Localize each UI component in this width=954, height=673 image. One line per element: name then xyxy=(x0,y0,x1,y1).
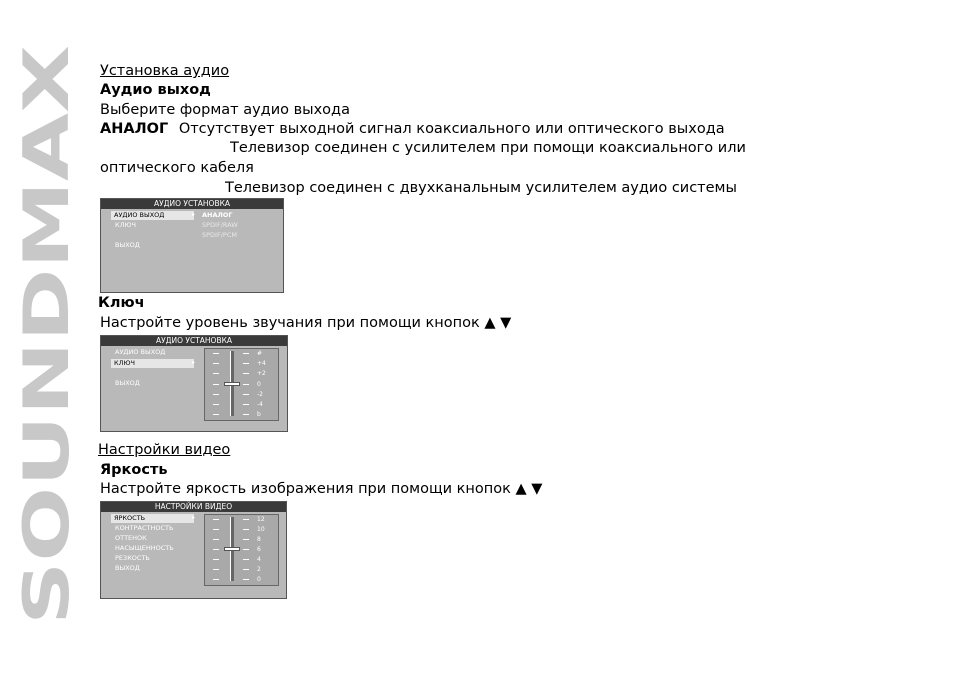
osd-video-menu xyxy=(100,501,287,599)
slider-knob[interactable] xyxy=(224,382,240,386)
brightness-slider[interactable] xyxy=(204,514,279,586)
slider-tick xyxy=(243,353,249,354)
slider-tick xyxy=(243,549,249,550)
slider-tick xyxy=(243,414,249,415)
slider-tick xyxy=(243,363,249,364)
slider-tick xyxy=(213,384,219,385)
osd-item-exit[interactable]: ВЫХОД xyxy=(115,564,140,572)
osd-item-contrast[interactable]: КОНТРАСТНОСТЬ xyxy=(115,524,174,532)
text-tv-coax: Телевизор соединен с усилителем при помощи коаксиального или xyxy=(230,140,746,156)
heading-audio-out: Аудио выход xyxy=(100,82,211,98)
slider-tick xyxy=(243,529,249,530)
slider-tick xyxy=(213,353,219,354)
analog-label: АНАЛОГ xyxy=(100,121,169,137)
osd-item-key[interactable]: КЛЮЧ xyxy=(115,221,136,229)
slider-scale-label: 10 xyxy=(257,526,265,533)
logo-text: SOUNDMAX xyxy=(10,216,83,625)
osd-title: НАСТРОЙКИ ВИДЕО xyxy=(101,502,286,512)
osd-item-audio-out[interactable]: АУДИО ВЫХОД xyxy=(111,211,194,220)
slider-scale-label: 6 xyxy=(257,546,261,553)
text-key-desc: Настройте уровень звучания при помощи кнопок ▲ ▼ xyxy=(100,315,512,331)
slider-tick xyxy=(213,559,219,560)
osd-item-exit[interactable]: ВЫХОД xyxy=(115,241,140,249)
osd-option-spdif-raw[interactable]: SPDIF/RAW xyxy=(202,221,238,229)
slider-scale-label: 12 xyxy=(257,516,265,523)
analog-line xyxy=(100,120,725,138)
osd-key-menu xyxy=(100,335,288,432)
slider-scale-label: 0 xyxy=(257,380,261,388)
arrow-right-icon: ▸ xyxy=(192,211,196,218)
osd-option-spdif-pcm[interactable]: SPDIF/PCM xyxy=(202,231,237,239)
slider-tick xyxy=(243,539,249,540)
text-tv-coax-cont: оптического кабеля xyxy=(100,160,254,176)
osd-item-brightness[interactable]: ЯРКОСТЬ xyxy=(111,514,194,523)
osd-item-audio-out[interactable]: АУДИО ВЫХОД xyxy=(115,348,166,356)
slider-tick xyxy=(243,404,249,405)
slider-tick xyxy=(213,579,219,580)
arrow-right-icon: ▸ xyxy=(192,514,196,521)
slider-scale-label: 2 xyxy=(257,566,261,573)
slider-scale-label: # xyxy=(257,350,263,357)
slider-tick xyxy=(243,519,249,520)
section-audio-setup: Установка аудио xyxy=(100,63,230,79)
text-choose-format: Выберите формат аудио выхода xyxy=(100,102,350,118)
slider-knob[interactable] xyxy=(224,547,240,551)
text-brightness-desc: Настройте яркость изображения при помощи кнопок ▲ ▼ xyxy=(100,481,543,497)
slider-tick xyxy=(213,394,219,395)
slider-tick xyxy=(243,559,249,560)
text-tv-2ch: Телевизор соединен с двухканальным усилителем аудио системы xyxy=(225,180,737,196)
osd-audio-output-menu xyxy=(100,198,284,293)
slider-scale-label: 4 xyxy=(257,556,261,563)
slider-tick xyxy=(243,579,249,580)
osd-title: АУДИО УСТАНОВКА xyxy=(101,199,283,209)
osd-item-exit[interactable]: ВЫХОД xyxy=(115,379,140,387)
osd-option-analog[interactable]: АНАЛОГ xyxy=(202,211,233,219)
osd-item-hue[interactable]: ОТТЕНОК xyxy=(115,534,147,542)
slider-tick xyxy=(213,539,219,540)
slider-scale-label: -2 xyxy=(257,390,263,398)
slider-scale-label: 0 xyxy=(257,576,261,583)
heading-key: Ключ xyxy=(98,295,145,311)
osd-title: АУДИО УСТАНОВКА xyxy=(101,336,287,346)
section-video-setup: Настройки видео xyxy=(98,442,231,458)
osd-item-key[interactable]: КЛЮЧ xyxy=(111,359,194,368)
slider-scale-label: b xyxy=(257,411,261,418)
slider-tick xyxy=(213,373,219,374)
heading-brightness: Яркость xyxy=(100,462,168,478)
slider-tick xyxy=(243,394,249,395)
slider-scale-label: -4 xyxy=(257,400,263,408)
slider-tick xyxy=(213,529,219,530)
slider-tick xyxy=(213,404,219,405)
slider-scale-label: 8 xyxy=(257,536,261,543)
slider-tick xyxy=(243,569,249,570)
slider-scale-label: +4 xyxy=(257,360,266,368)
slider-tick xyxy=(213,549,219,550)
analog-desc: Отсутствует выходной сигнал коаксиального или оптического выхода xyxy=(178,121,725,137)
slider-tick xyxy=(213,519,219,520)
slider-scale-label: +2 xyxy=(257,370,266,378)
slider-tick xyxy=(243,384,249,385)
arrow-right-icon: ▸ xyxy=(192,359,196,366)
slider-tick xyxy=(213,569,219,570)
slider-tick xyxy=(213,363,219,364)
soundmax-logo xyxy=(10,40,83,630)
slider-tick xyxy=(213,414,219,415)
osd-item-sharpness[interactable]: РЕЗКОСТЬ xyxy=(115,554,150,562)
key-level-slider[interactable] xyxy=(204,348,279,421)
slider-tick xyxy=(243,373,249,374)
osd-item-saturation[interactable]: НАСЫЩЕННОСТЬ xyxy=(115,544,174,552)
